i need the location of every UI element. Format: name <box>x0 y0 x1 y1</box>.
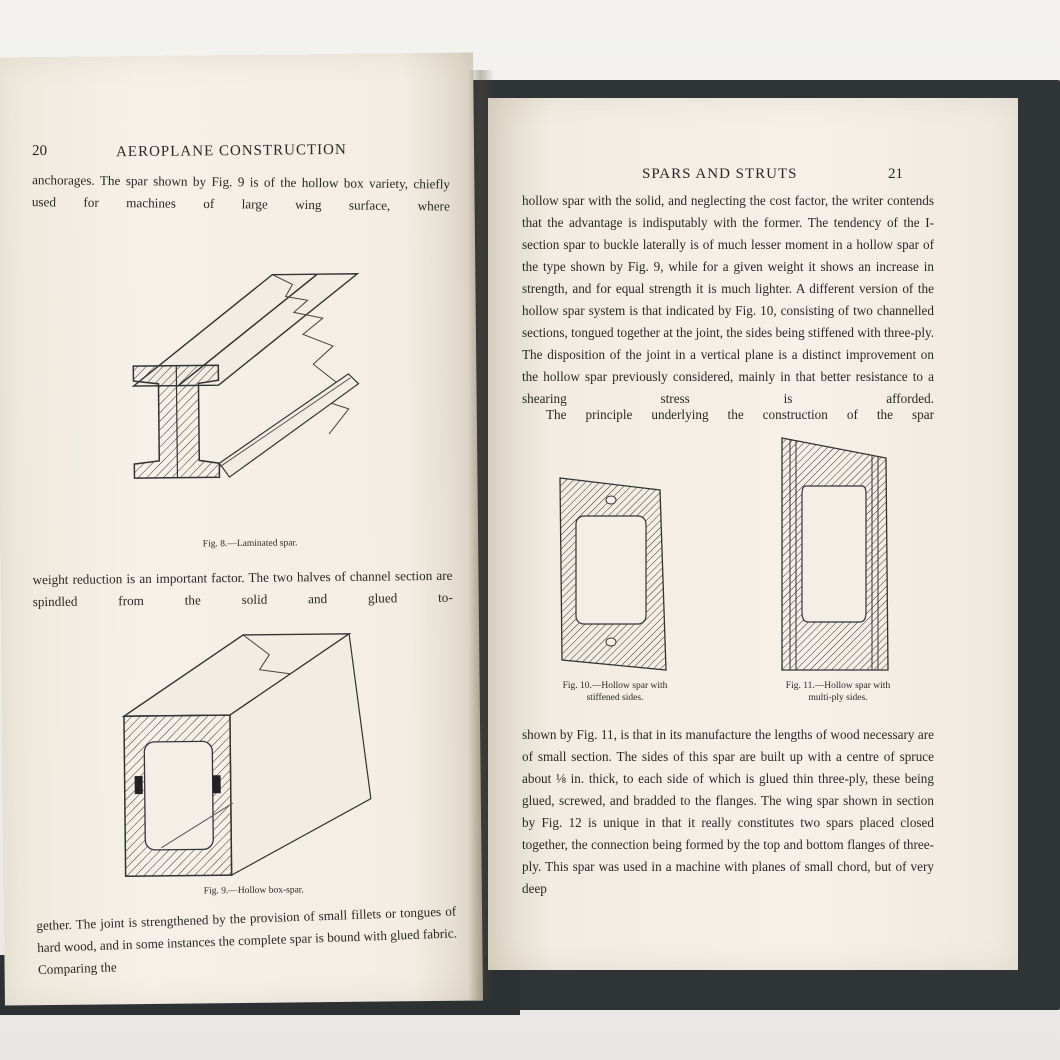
figure-caption: Fig. 9.—Hollow box-spar. <box>203 885 304 897</box>
paragraph: hollow spar with the solid, and neglecting the cost factor, the writer contends that the advantage is indisputably with the former. The tendency of the I-section spar to buckle laterally is of much lesser moment in a hollow spar of the type shown by Fig. 9, while for a given weight it shows an increase in strength, and for equal strength it is much lighter. A different version of the hollow spar system is that indicated by Fig. 10, consisting of two channelled sections, tongued together at the joint, the sides being stiffened with three-ply. The disposition of the joint in a vertical plane is a distinct improvement on the hollow spar previously considered, mainly in that better resistance to a shearing stress is afforded. <box>522 193 935 406</box>
paragraph: shown by Fig. 11, is that in its manufacture the lengths of wood necessary are of small section. The sides of this spar are built up with a centre of spruce about ⅛ in. thick, to each side of which is glued thin three-ply, these being glued, screwed, and bradded to the flanges. The wing spar shown in section by Fig. 12 is unique in that it really constitutes two spars placed closed together, the connection being formed by the top and bottom flanges of three-ply. This spar was used in a machine with planes of small chord, but of very deep <box>522 727 934 896</box>
left-page <box>0 53 483 1006</box>
figure-caption <box>540 680 690 704</box>
caption-line: multi-ply sides. <box>808 693 868 703</box>
running-head: SPARS AND STRUTS <box>642 166 798 182</box>
page-number: 20 <box>31 142 48 160</box>
paragraph: gether. The joint is strengthened by the provision of small fillets or tongues of hard wood, and in some instances the complete spar is bound with glued fabric. Comparing the <box>36 903 458 978</box>
paragraph: anchorages. The spar shown by Fig. 9 is of the hollow box variety, chiefly used for machines of large wing surface, where <box>31 172 451 214</box>
caption-line: Fig. 11.—Hollow spar with <box>785 681 891 691</box>
right-page <box>488 98 1018 970</box>
figure-11-hollow-spar-illustration <box>780 438 890 674</box>
paragraph: The principle underlying the construction of the spar <box>546 407 934 422</box>
caption-line: Fig. 10.—Hollow spar with <box>562 681 668 691</box>
paragraph: weight reduction is an important factor. The two halves of channel section are spindled from the solid and glued to- <box>32 567 453 610</box>
caption-line: stiffened sides. <box>586 693 644 703</box>
page-number: 21 <box>888 166 903 182</box>
figure-caption: Fig. 8.—Laminated spar. <box>202 538 298 550</box>
running-head: AEROPLANE CONSTRUCTION <box>115 141 347 161</box>
figure-8-laminated-spar-illustration <box>117 234 379 477</box>
figure-caption <box>758 680 918 704</box>
figure-10-hollow-spar-illustration <box>558 474 668 674</box>
figure-9-hollow-box-spar-illustration <box>119 623 392 876</box>
